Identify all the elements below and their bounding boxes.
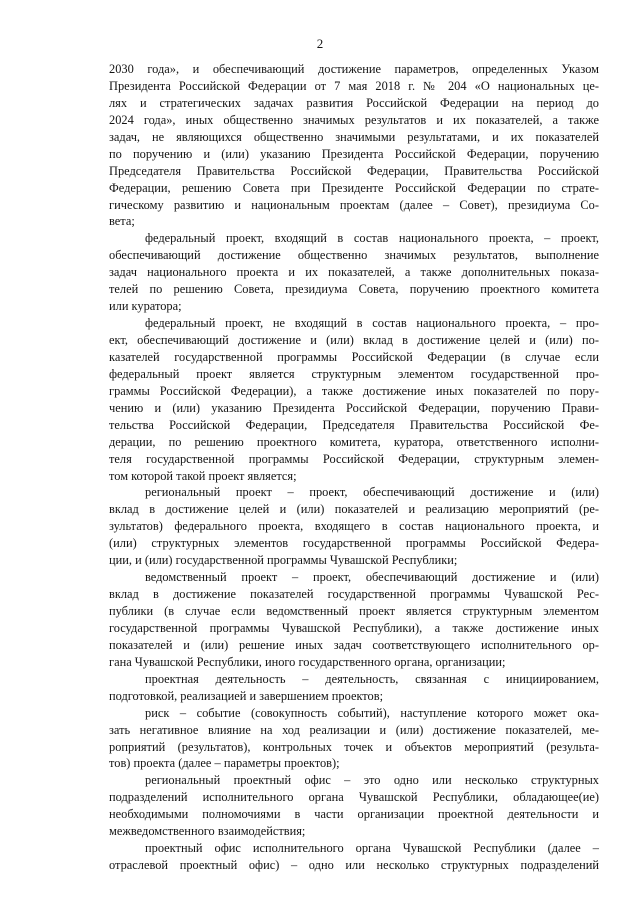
text-line: задач национального проекта и их показателей, а также дополнительных показа- bbox=[109, 265, 599, 280]
text-line: дерации, по решению проектного комитета, куратора, ответственного исполни- bbox=[109, 434, 599, 449]
text-line: Федерации, решению Совета при Президенте Российской Федерации по страте- bbox=[109, 180, 599, 195]
text-line: федеральный проект является структурным элементом государственной про- bbox=[109, 366, 599, 381]
text-line: задач, не являющихся общественно значимыми результатами, и их показателей bbox=[109, 129, 599, 144]
text-line: ведомственный проект – проект, обеспечивающий достижение и (или) bbox=[145, 570, 599, 585]
text-line: региональный проектный офис – это одно или несколько структурных bbox=[145, 773, 599, 788]
text-line: тельства Российской Федерации, Председателя Правительства Российской Фе- bbox=[109, 417, 599, 432]
text-line: казателей государственной программы Российской Федерации (в случае если bbox=[109, 349, 599, 364]
text-line: по поручению и (или) указанию Президента Российской Федерации, поручению bbox=[109, 146, 599, 161]
text-line: показателей и (или) решение иных задач соответствующего исполнительного ор- bbox=[109, 637, 599, 652]
text-line: отраслевой проектный офис) – одно или несколько структурных подразделений bbox=[109, 858, 599, 873]
paragraph bbox=[109, 671, 599, 705]
text-line: федеральный проект, не входящий в состав национального проекта, – про- bbox=[145, 316, 599, 331]
paragraph bbox=[109, 840, 599, 874]
paragraph bbox=[109, 315, 599, 484]
page-number: 2 bbox=[316, 36, 324, 51]
text-line: публики (в случае если ведомственный проект является структурным элементом bbox=[109, 604, 599, 618]
text-line: граммы Российской Федерации), а также достижение иных показателей по пору- bbox=[109, 383, 599, 398]
text-line: чению и (или) указанию Президента Российской Федерации, поручению Прави- bbox=[109, 400, 599, 415]
paragraph bbox=[109, 569, 599, 671]
paragraph bbox=[109, 705, 599, 773]
paragraph bbox=[109, 61, 599, 230]
text-line: вклад в достижение целей и (или) показателей и реализацию мероприятий (ре- bbox=[109, 502, 599, 517]
paragraph bbox=[109, 230, 599, 315]
paragraph bbox=[109, 772, 599, 840]
text-line: региональный проект – проект, обеспечивающий достижение и (или) bbox=[145, 485, 599, 500]
text-line: обеспечивающий достижение общественно значимых результатов, выполнение bbox=[109, 248, 599, 263]
text-line: подразделений исполнительного органа Чувашской Республики, обладающее(ие) bbox=[109, 790, 599, 805]
text-line: гана Чувашской Республики, иного государственного органа, организации; bbox=[109, 654, 506, 669]
text-line: федеральный проект, входящий в состав национального проекта, – проект, bbox=[145, 231, 599, 246]
document-body bbox=[109, 61, 599, 874]
text-line: необходимыми полномочиями в части организации проектной деятельности и bbox=[109, 807, 599, 822]
text-line: государственной программы Чувашской Республики), а также достижение иных bbox=[109, 620, 599, 635]
text-line: подготовкой, реализацией и завершением проектов; bbox=[109, 688, 384, 703]
text-line: зультатов) федерального проекта, входящего в состав национального проекта, и bbox=[109, 519, 599, 534]
text-line: теля государственной программы Российской Федерации, структурным элемен- bbox=[109, 451, 599, 466]
text-line: тов) проекта (далее – параметры проектов); bbox=[109, 756, 340, 771]
text-line: вклад в достижение показателей государственной программы Чувашской Рес- bbox=[109, 587, 599, 602]
text-line: проектная деятельность – деятельность, связанная с инициированием, bbox=[145, 671, 599, 686]
text-line: или куратора; bbox=[109, 299, 182, 314]
text-line: том которой такой проект является; bbox=[109, 468, 297, 483]
text-line: телей по решению Совета, президиума Совета, поручению проектного комитета bbox=[109, 282, 599, 297]
text-line: гическому развитию и национальным проектам (далее – Совет), президиума Со- bbox=[109, 197, 599, 212]
text-line: роприятий (результатов), контрольных точек и объектов мероприятий (результа- bbox=[109, 739, 599, 754]
text-line: Президента Российской Федерации от 7 мая 2018 г. № 204 «О национальных це- bbox=[109, 78, 599, 93]
text-line: ции, и (или) государственной программы Чувашской Республики; bbox=[109, 553, 458, 568]
text-line: (или) структурных элементов государственной программы Российской Федера- bbox=[109, 536, 599, 551]
text-line: вета; bbox=[109, 214, 135, 229]
text-line: 2030 года», и обеспечивающий достижение параметров, определенных Указом bbox=[109, 62, 599, 76]
text-line: зать негативное влияние на ход реализации и (или) достижение показателей, ме- bbox=[109, 722, 599, 737]
text-line: проектный офис исполнительного органа Чувашской Республики (далее – bbox=[145, 841, 599, 856]
text-line: риск – событие (совокупность событий), наступление которого может ока- bbox=[145, 705, 599, 720]
text-line: лях и стратегических задачах развития Российской Федерации на период до bbox=[109, 95, 599, 110]
text-line: межведомственного взаимодействия; bbox=[109, 824, 306, 839]
text-line: ект, обеспечивающий достижение и (или) вклад в достижение целей и (или) по- bbox=[109, 333, 599, 347]
text-line: Председателя Правительства Российской Федерации, Правительства Российской bbox=[109, 163, 599, 178]
paragraph bbox=[109, 484, 599, 569]
text-line: 2024 года», иных общественно значимых результатов и их показателей, а также bbox=[109, 112, 599, 127]
